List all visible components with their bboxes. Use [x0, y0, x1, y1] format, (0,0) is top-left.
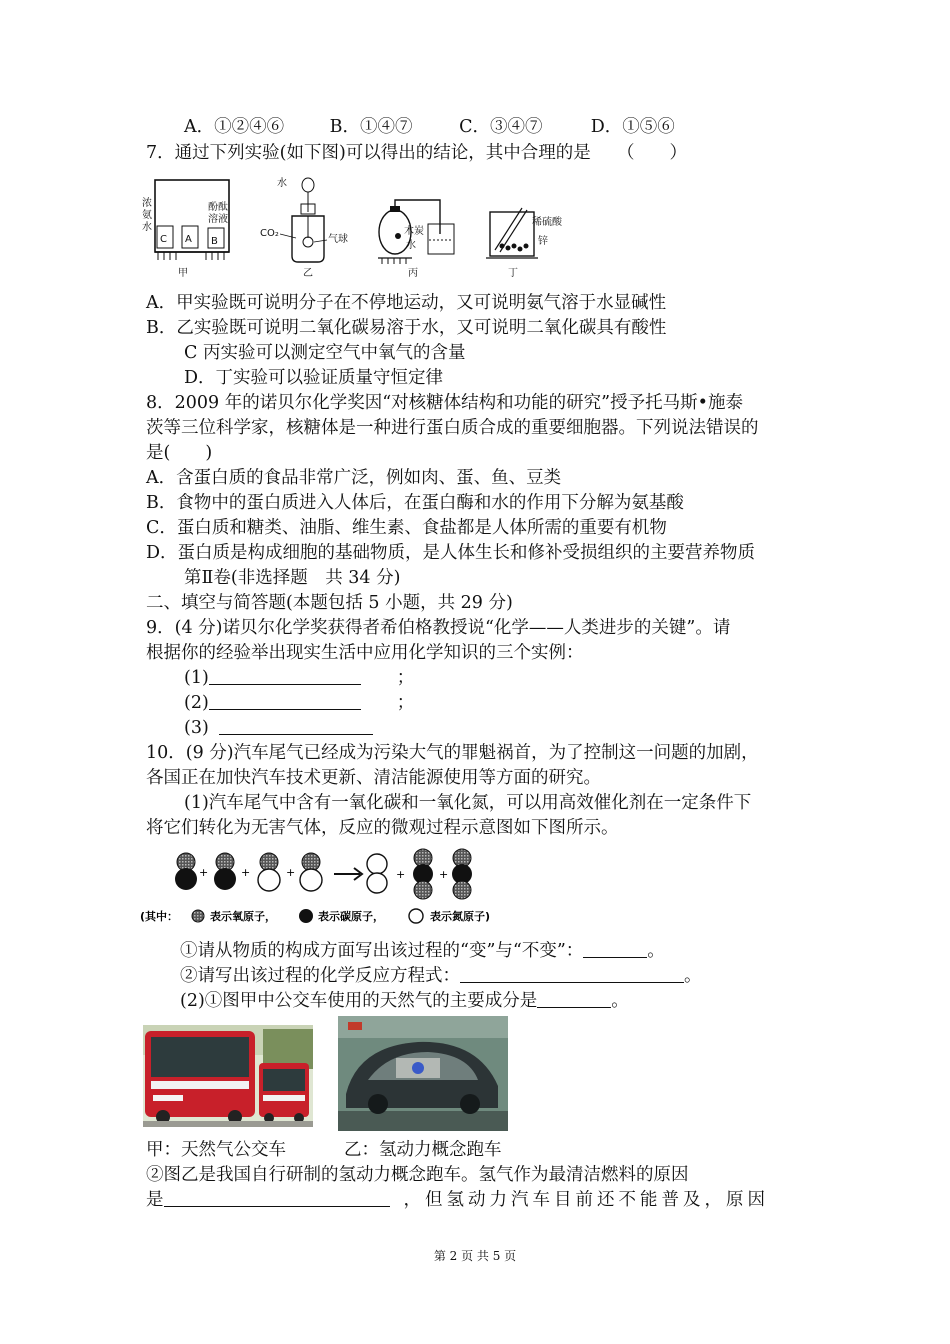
q10-sub2-period: 。	[684, 966, 702, 986]
q8-option-c: C．蛋白质和糖类、油脂、维生素、食盐都是人体所需的重要有机物	[146, 518, 667, 538]
q7-option-a: A．甲实验既可说明分子在不停地运动，又可说明氨气溶于水显碱性	[146, 293, 667, 313]
jia-cup-a: A	[185, 234, 192, 245]
jia-caption: 甲	[178, 268, 188, 279]
q10-stem-line-2: 各国正在加快汽车技术更新、清洁能源使用等方面的研究。	[146, 768, 601, 788]
jia-cup-b: B	[211, 236, 218, 247]
molecule-co-1	[175, 853, 197, 890]
q7-experiment-figure	[140, 172, 580, 284]
molecule-no-2	[300, 853, 322, 891]
jia-label-5: 溶液	[208, 214, 228, 225]
jia-label-2: 氨	[142, 210, 152, 221]
q8-stem-line-3: 是( )	[146, 443, 213, 463]
molecule-co2-2	[452, 849, 472, 899]
q6-options	[184, 115, 675, 139]
q10-last-line-1: ②图乙是我国自行研制的氢动力概念跑车。氢气作为最清洁燃料的原因	[146, 1165, 689, 1185]
q10-p2-period: 。	[611, 991, 629, 1011]
q10-p1-line-2: 将它们转化为无害气体，反应的微观过程示意图如下图所示。	[146, 818, 619, 838]
q10-stem-line-1: 10．(9 分)汽车尾气已经成为污染大气的罪魁祸首，为了控制这一问题的加剧，	[146, 743, 759, 763]
q8-option-a: A．含蛋白质的食品非常广泛，例如肉、蛋、鱼、豆类	[146, 468, 562, 488]
q9-blank-label-1: (1)	[184, 668, 209, 688]
nitrogen-atom-icon	[409, 909, 423, 923]
molecule-co-2	[214, 853, 236, 890]
molecule-n2	[367, 854, 387, 893]
q7-option-d: D．丁实验可以验证质量守恒定律	[184, 368, 444, 388]
svg-text:+: +	[241, 866, 251, 879]
q10-p2-text: (2)①图甲中公交车使用的天然气的主要成分是	[180, 991, 538, 1011]
q10-p2	[180, 989, 629, 1013]
reaction-diagram	[140, 846, 640, 930]
q9-answer-blank-1[interactable]	[209, 666, 361, 685]
q9-stem-line-2: 根据你的经验举出现实生活中应用化学知识的三个实例：	[146, 643, 584, 663]
legend-prefix: (其中：	[140, 910, 179, 923]
q8-stem-line-2: 茨等三位科学家，核糖体是一种进行蛋白质合成的重要细胞器。下列说法错误的	[146, 418, 759, 438]
svg-text:+: +	[286, 866, 296, 879]
q10-p1-line-1: (1)汽车尾气中含有一氧化碳和一氧化氮，可以用高效催化剂在一定条件下	[184, 793, 752, 813]
ding-caption: 丁	[508, 268, 518, 279]
section2-title: 二、填空与简答题(本题包括 5 小题，共 29 分)	[146, 593, 513, 613]
carbon-atom-icon	[299, 909, 313, 923]
svg-text:+: +	[439, 868, 449, 881]
jia-label-3: 水	[142, 222, 152, 233]
caption-jia: 甲：天然气公交车	[146, 1140, 286, 1160]
q10-sub1	[180, 939, 665, 963]
q10-last-line-2-b: ，但氢动力汽车目前还不能普及，原因	[403, 1190, 769, 1210]
fig-yi	[260, 176, 348, 279]
svg-text:+: +	[199, 866, 209, 879]
natural-gas-bus-photo	[143, 1025, 313, 1127]
q9-blank-row-3	[184, 716, 373, 740]
legend-nitrogen: 表示氮原子)	[430, 910, 491, 923]
q7-option-b: B．乙实验既可说明二氧化碳易溶于水，又可说明二氧化碳具有酸性	[146, 318, 667, 338]
q6-option-a: A．①②④⑥	[184, 117, 285, 137]
q10-last-line-2	[146, 1188, 769, 1212]
legend-carbon: 表示碳原子，	[318, 910, 384, 923]
q9-sep-2: ；	[396, 693, 415, 713]
q10-reason-blank[interactable]	[164, 1188, 390, 1207]
yi-balloon-label: 气球	[328, 234, 348, 245]
bing-charcoal-label: 木炭	[404, 226, 424, 237]
yi-co2-label: CO₂	[260, 228, 279, 239]
q9-blank-row-2	[184, 691, 414, 715]
q9-answer-blank-3[interactable]	[219, 716, 373, 735]
q9-blank-label-3: (3)	[184, 718, 209, 738]
q10-sub2-blank[interactable]	[460, 964, 684, 983]
svg-text:+: +	[396, 868, 406, 881]
reaction-arrow-icon	[334, 868, 362, 880]
jia-cup-c: C	[160, 234, 167, 245]
fig-bing	[378, 200, 454, 279]
molecule-co2-1	[413, 849, 433, 899]
molecule-no-1	[258, 853, 280, 891]
fig-jia	[142, 180, 229, 279]
q10-p2-blank[interactable]	[537, 989, 611, 1008]
q9-blank-label-2: (2)	[184, 693, 209, 713]
page-footer: 第 2 页 共 5 页	[433, 1249, 517, 1263]
photo-captions	[146, 1138, 502, 1162]
bing-caption: 丙	[408, 268, 418, 279]
q9-stem-line-1: 9．(4 分)诺贝尔化学奖获得者希伯格教授说“化学——人类进步的关键”。请	[146, 618, 731, 638]
jia-label-4: 酚酞	[208, 202, 228, 213]
q6-option-d: D．①⑤⑥	[590, 117, 675, 137]
jia-label-1: 浓	[142, 198, 152, 209]
q10-sub2-text: ②请写出该过程的化学反应方程式：	[180, 966, 460, 986]
fig-ding	[486, 208, 563, 279]
q7-stem: 7．通过下列实验(如下图)可以得出的结论，其中合理的是 （ ）	[146, 143, 688, 163]
q6-option-c: C．③④⑦	[459, 117, 543, 137]
q6-option-b: B．①④⑦	[329, 117, 413, 137]
yi-water-label: 水	[277, 178, 287, 189]
q10-sub2	[180, 964, 702, 988]
q8-stem-line-1: 8．2009 年的诺贝尔化学奖因“对核糖体结构和功能的研究”授予托马斯•施泰	[146, 393, 743, 413]
part2-title: 第Ⅱ卷(非选择题 共 34 分)	[184, 568, 401, 588]
q7-option-c: C 丙实验可以测定空气中氧气的含量	[184, 343, 466, 363]
bing-water-label: 水	[406, 240, 416, 251]
q9-blank-row-1	[184, 666, 414, 690]
ding-acid-label: 稀硫酸	[532, 217, 562, 228]
yi-caption: 乙	[303, 268, 313, 279]
q10-sub1-blank[interactable]	[583, 939, 647, 958]
oxygen-atom-icon	[192, 910, 204, 922]
legend-oxygen: 表示氧原子，	[210, 910, 276, 923]
q10-sub1-period: 。	[647, 941, 665, 961]
diagram-legend	[140, 909, 490, 923]
caption-yi: 乙：氢动力概念跑车	[344, 1140, 502, 1160]
q10-sub1-text: ①请从物质的构成方面写出该过程的“变”与“不变”：	[180, 941, 584, 961]
q10-last-line-2-a: 是	[146, 1190, 164, 1210]
ding-zinc-label: 锌	[538, 236, 548, 247]
q9-sep-1: ；	[396, 668, 415, 688]
q9-answer-blank-2[interactable]	[209, 691, 361, 710]
q8-option-d: D．蛋白质是构成细胞的基础物质，是人体生长和修补受损组织的主要营养物质	[146, 543, 756, 563]
q8-option-b: B．食物中的蛋白质进入人体后，在蛋白酶和水的作用下分解为氨基酸	[146, 493, 684, 513]
hydrogen-concept-car-photo	[338, 1016, 508, 1131]
